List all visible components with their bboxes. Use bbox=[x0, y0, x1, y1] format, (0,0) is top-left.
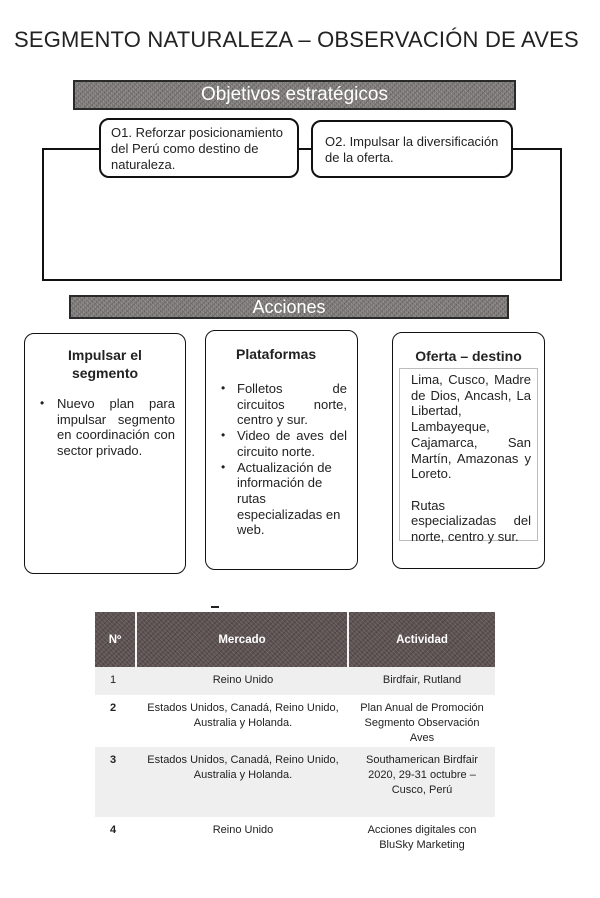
objectives-heading: Objetivos estratégicos bbox=[73, 80, 516, 110]
offer-content bbox=[399, 368, 538, 545]
cell-mercado: Estados Unidos, Canadá, Reino Unido, Australia y Holanda. bbox=[147, 702, 339, 729]
cell-mercado: Reino Unido bbox=[212, 824, 274, 836]
list-item-text: Folletos de circuitos norte, centro y sur. bbox=[237, 381, 347, 428]
table-header-row bbox=[95, 612, 495, 667]
column-header-actividad: Actividad bbox=[349, 612, 495, 667]
actions-heading: Acciones bbox=[69, 295, 509, 319]
cell-mercado: Reino Unido bbox=[137, 667, 349, 695]
list-item-text: Nuevo plan para impulsar segmento en coordinación con sector privado. bbox=[57, 396, 175, 459]
list-item bbox=[216, 428, 347, 459]
bullet-list bbox=[216, 381, 347, 538]
bullet-icon: • bbox=[221, 459, 226, 474]
offer-destinations: Lima, Cusco, Madre de Dios, Ancash, La Libertad, Lambayeque, Cajamarca, San Martín, Amazonas y Loreto. bbox=[411, 372, 531, 482]
action-card-impulsar bbox=[24, 333, 186, 574]
bullet-list bbox=[35, 396, 175, 459]
divider-mark bbox=[211, 606, 219, 608]
bullet-icon: • bbox=[40, 396, 45, 410]
table-row bbox=[95, 695, 495, 747]
cell-actividad: Southamerican Birdfair 2020, 29-31 octubre – Cusco, Perú bbox=[349, 747, 495, 817]
cell-n: 4 bbox=[109, 824, 117, 836]
column-header-n: Nº bbox=[95, 612, 137, 667]
cell-actividad: Plan Anual de Promoción Segmento Observación Aves bbox=[360, 702, 484, 744]
offer-routes: Rutas especializadas del norte, centro y sur. bbox=[411, 497, 531, 545]
market-table bbox=[95, 612, 495, 857]
action-card-oferta bbox=[392, 332, 545, 569]
card-title: Impulsar el segmento bbox=[68, 347, 142, 381]
column-header-mercado: Mercado bbox=[137, 612, 349, 667]
cell-n: 3 bbox=[95, 747, 137, 817]
list-item-text: Actualización de información de rutas especializadas en web. bbox=[237, 459, 341, 538]
cell-mercado: Estados Unidos, Canadá, Reino Unido, Australia y Holanda. bbox=[137, 747, 349, 817]
list-item bbox=[216, 381, 347, 428]
list-item bbox=[35, 396, 175, 459]
table-row bbox=[95, 667, 495, 695]
cell-n: 2 bbox=[109, 702, 117, 714]
table-row bbox=[95, 817, 495, 857]
cell-actividad: Birdfair, Rutland bbox=[349, 667, 495, 695]
bullet-icon: • bbox=[221, 428, 226, 443]
table-row bbox=[95, 747, 495, 817]
cell-n: 1 bbox=[95, 667, 137, 695]
action-card-plataformas bbox=[205, 330, 358, 570]
page-title: SEGMENTO NATURALEZA – OBSERVACIÓN DE AVES bbox=[14, 27, 579, 52]
cell-actividad: Acciones digitales con BluSky Marketing bbox=[367, 824, 477, 851]
bullet-icon: • bbox=[221, 381, 226, 395]
card-title: Oferta – destino bbox=[415, 348, 522, 364]
objective-o2: O2. Impulsar la diversificación de la oferta. bbox=[311, 120, 513, 178]
card-title: Plataformas bbox=[236, 346, 317, 362]
list-item-text: Video de aves del circuito norte. bbox=[237, 428, 347, 459]
list-item bbox=[216, 460, 347, 539]
objective-o1: O1. Reforzar posicionamiento del Perú como destino de naturaleza. bbox=[99, 118, 299, 178]
